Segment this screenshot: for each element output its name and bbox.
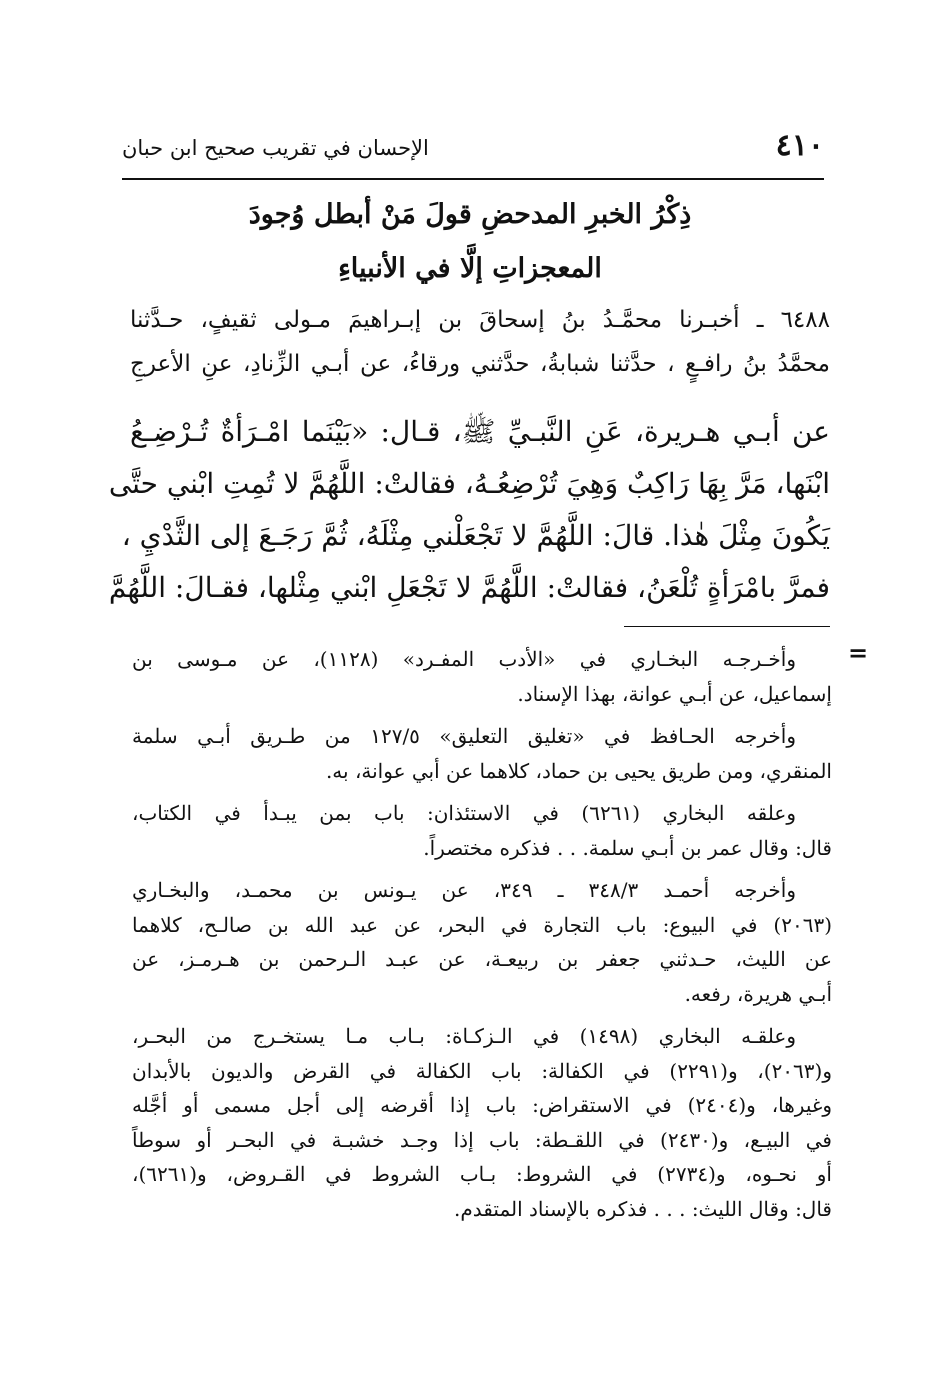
footnote-line: وعلقـه البخاري (١٤٩٨) في الـزكـاة: بـاب مـا يستخـرج من البحـر،: [132, 1024, 796, 1048]
footnote-paragraph: [132, 719, 832, 788]
matn-line: فمرَّ بامْرَأةٍ تُلْعَنُ، فقالتْ: اللَّهُمَّ لا تَجْعَلِ ابْني مِثْلها، فقـالَ: اللَّهُمَّ: [108, 571, 830, 604]
footnotes: [132, 642, 832, 1234]
footnote-paragraph: [132, 642, 832, 711]
hadith-text: [108, 298, 830, 614]
running-title: الإحسان في تقريب صحيح ابن حبان: [122, 136, 429, 160]
footnote-line: (٢٠٦٣) في البيوع: باب التجارة في البحر، عن عبد الله بن صالـح، كلاهما: [132, 912, 832, 937]
chapter-title-line: ذِكْرُ الخبرِ المدحضِ قولَ مَنْ أبطل وُجودَ: [248, 199, 692, 230]
isnad-line: محمَّدُ بنُ رافـعٍ ، حدَّثنا شبابةُ، حدَّثني ورقاءُ، عن أبـي الزِّنادِ، عنِ الأعرجِ: [130, 351, 830, 377]
footnote-line: و(٢٠٦٣)، و(٢٢٩١) في الكفالة: باب الكفالة في القرض والديون بالأبدان: [132, 1058, 832, 1083]
isnad-line: ٦٤٨٨ ـ أخبـرنا محمَّـدُ بنُ إسحاقَ بن إبـراهيمَ مـولى ثقيفٍ، حـدَّثنا: [130, 307, 830, 333]
footnote-separator: [624, 626, 830, 627]
footnote-line: في البيـع، و(٢٤٣٠) في اللقـطة: باب إذا وجـد خشبـة في البحـر أو سوطاً: [132, 1127, 832, 1152]
footnote-line: وأخرجه الحـافظ في «تغليق التعليق» ١٢٧/٥ من طـريق أبـي سلمة: [132, 724, 796, 748]
page-number: ٤١٠: [775, 128, 824, 163]
footnote-paragraph: [132, 796, 832, 865]
page-header: [122, 120, 824, 172]
footnote-line: قال: وقال الليث: . . . فذكره بالإسناد المتقدم.: [454, 1196, 832, 1221]
footnote-line: أو نحـوه، و(٢٧٣٤) في الشروط: بـاب الشروط في القـروض، و(٦٢٦١)،: [132, 1162, 832, 1186]
footnote-line: وغيرها، و(٢٤٠٤) في الاستقراض: باب إذا أقرضه إلى أجل مسمى أو أجَّله: [132, 1093, 832, 1117]
footnote-line: وأخـرجـه البخـاري في «الأدب المفـرد» (١١٢٨)، عن مـوسى بن: [132, 647, 796, 671]
header-rule: [122, 178, 824, 180]
hadith-isnad: [130, 298, 830, 386]
footnote-line: المنقري، ومن طريق يحيى بن حماد، كلاهما عن أبي عوانة، به.: [325, 758, 832, 783]
chapter-title: [150, 188, 790, 296]
hadith-matn: [108, 406, 830, 614]
matn-line: ابْنَها، مَرَّ بِهَا رَاكِبٌ وَهِيَ تُرْضِعُـهُ، فقالتْ: اللَّهُمَّ لا تُمِتِ ابْني حتَّى: [108, 467, 830, 500]
footnote-continuation-mark: =: [848, 638, 869, 667]
footnote-paragraph: [132, 873, 832, 1011]
footnote-line: أبـي هريرة، رفعه.: [684, 981, 832, 1006]
footnote-line: وأخرجه أحمـد ٣٤٨/٣ ـ ٣٤٩، عن يـونس بن محمـد، والبخـاري: [132, 878, 797, 902]
chapter-title-line: المعجزاتِ إلَّا في الأنبياءِ: [338, 253, 602, 284]
footnote-line: إسماعيل، عن أبـي عوانة، بهذا الإسناد.: [517, 681, 832, 706]
footnote-line: قال: وقال عمر بن أبـي سلمة. . . فذكره مختصراً.: [423, 835, 832, 860]
footnote-paragraph: [132, 1019, 832, 1226]
matn-line: عن أبـي هـريرة، عَنِ النَّبـيِّ ﷺ، قـال: «بَيْنَما امْـرَأةٌ تُـرْضِـعُ: [130, 415, 830, 448]
matn-line: يَكُونَ مِثْلَ هٰذا. قالَ: اللَّهُمَّ لا تَجْعَلْني مِثْلَهُ، ثُمَّ رَجَـعَ إلى الثَّدْيِ ،: [121, 519, 830, 552]
footnote-line: وعلقه البخاري (٦٢٦١) في الاستئذان: باب بمن يبـدأ في الكتاب،: [132, 801, 796, 825]
footnote-line: عن الليث، حـدثني جعفر بن ربيعـة، عن عبـد الـرحمن بن هـرمـز، عن: [132, 947, 833, 971]
